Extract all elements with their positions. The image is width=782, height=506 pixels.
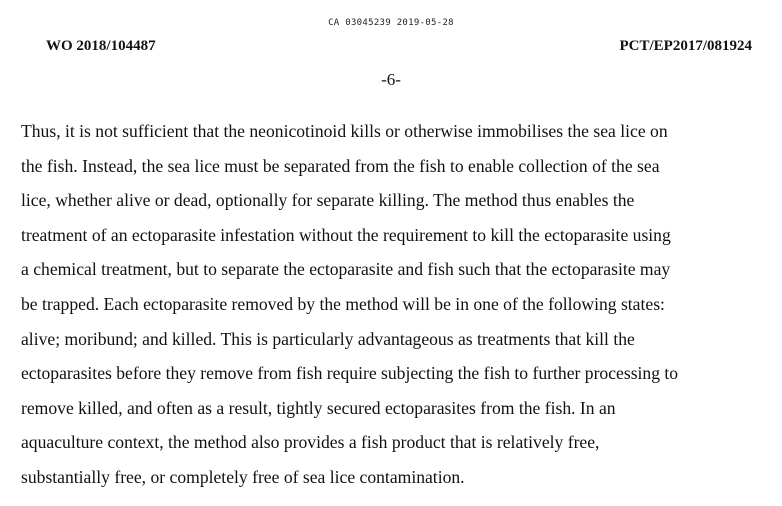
text-line: aquaculture context, the method also provides a fish product that is relatively free, (21, 432, 600, 453)
body-paragraph (21, 114, 771, 495)
text-line: Thus, it is not sufficient that the neonicotinoid kills or otherwise immobilises the sea lice on (21, 121, 668, 141)
text-line: a chemical treatment, but to separate the ectoparasite and fish such that the ectoparasite may (21, 259, 671, 280)
page-number: -6- (381, 70, 401, 89)
text-line: remove killed, and often as a result, tightly secured ectoparasites from the fish. In an (21, 397, 616, 418)
application-number: PCT/EP2017/081924 (619, 38, 752, 54)
text-line: ectoparasites before they remove from fish require subjecting the fish to further processing to (21, 363, 679, 384)
filing-stamp: CA 03045239 2019-05-28 (328, 18, 454, 28)
text-line: the fish. Instead, the sea lice must be separated from the fish to enable collection of the sea (21, 155, 660, 176)
text-line: alive; moribund; and killed. This is particularly advantageous as treatments that kill the (21, 328, 635, 349)
text-line: be trapped. Each ectoparasite removed by the method will be in one of the following states: (21, 293, 665, 314)
text-line: lice, whether alive or dead, optionally for separate killing. The method thus enables the (21, 190, 635, 211)
text-line: substantially free, or completely free of sea lice contamination. (21, 466, 465, 487)
publication-number: WO 2018/104487 (46, 38, 156, 54)
text-line: treatment of an ectoparasite infestation without the requirement to kill the ectoparasite using (21, 224, 671, 245)
